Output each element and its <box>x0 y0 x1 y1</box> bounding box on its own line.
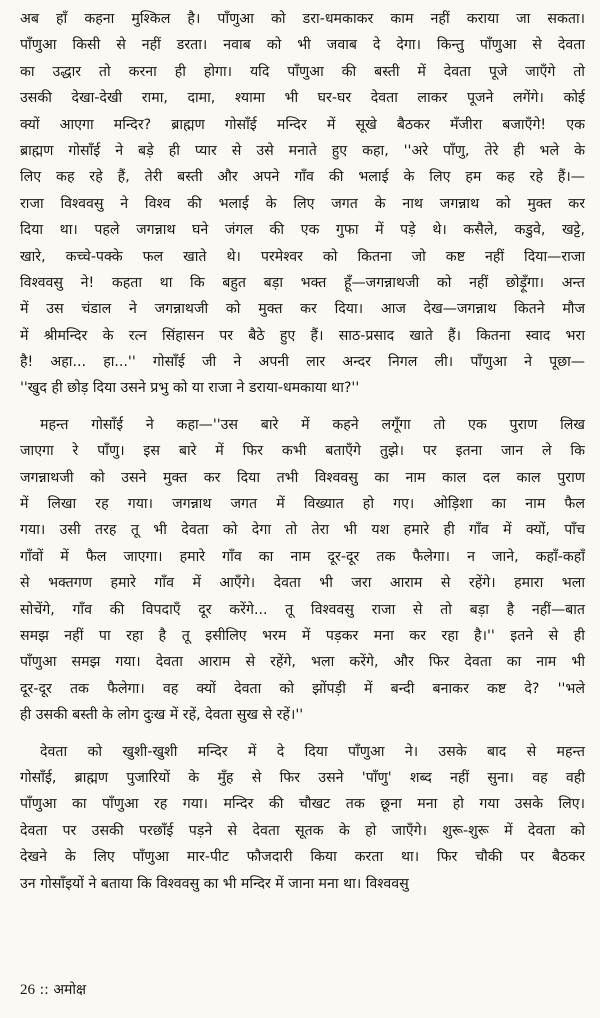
text-line: ब्राह्मण गोसाँई ने बड़े ही प्यार से उसे मनाते हुए कहा, ''अरे पाँणु, तेरे ही भले के <box>20 142 585 159</box>
text-line: देखने के लिए पाँणुआ मार-पीट फौजदारी किया करता था। फिर चौकी पर बैठकर <box>20 849 585 866</box>
text-line: गोसाँई, ब्राह्मण पुजारियों के मुँह से फिर उसने 'पाँणु' शब्द नहीं सुना। वह वही <box>20 769 585 786</box>
text-line: है! अहा... हा...'' गोसाँई जी ने अपनी लार अन्दर निगल ली। पाँणुआ ने पूछा— <box>20 354 585 371</box>
text-line: राजा विश्ववसु ने विश्व की भलाई के लिए जगत के नाथ जगन्नाथ को मुक्त कर <box>20 195 585 212</box>
paragraph-gap <box>20 402 585 412</box>
text-line: खारे, कच्चे-पक्के फल खाते थे। परमेश्वर को कितना जो कष्ट नहीं दिया—राजा <box>20 248 585 265</box>
text-line: लिए कह रहे हैं, तेरी बस्ती और अपने गाँव की भलाई के लिए हम कह रहे हैं।— <box>20 169 585 186</box>
text-line: अब हाँ कहना मुश्किल है। पाँणुआ को डरा-धमकाकर काम नहीं कराया जा सकता। <box>20 11 585 27</box>
text-line: देवता पर उसकी परछाँई पड़ने से देवता सूतक के हो जाएँगे। शुरू-शुरू में देवता को <box>20 822 585 839</box>
book-title: अमोक्ष <box>53 982 87 998</box>
body-text <box>20 6 585 897</box>
paragraph <box>20 412 585 729</box>
text-line: में उस चंडाल ने जगन्नाथजी को मुक्त कर दिया। आज देख—जगन्नाथ कितने मौज <box>20 301 585 318</box>
text-line: सोचेंगे, गाँव की विपदाएँ दूर करेंगे... तू विश्ववसु राजा से तो बड़ा है नहीं—बात <box>20 601 585 618</box>
text-line: दूर-दूर तक फैलेगा। वह क्यों देवता को झोंपड़ी में बन्दी बनाकर कष्ट दे? ''भले <box>20 680 585 697</box>
text-line: विश्ववसु ने! कहता था कि बहुत बड़ा भक्त हूँ—जगन्नाथजी को नहीं छोड़ूँगा। अन्त <box>20 274 585 291</box>
text-line: गया। उसी तरह तू भी देवता को देगा तो तेरा भी यश हमारे ही गाँव में क्यों, पाँच <box>20 522 585 539</box>
text-line: देवता को खुशी-खुशी मन्दिर में दे दिया पाँणुआ ने। उसके बाद से महन्त <box>40 743 585 760</box>
text-line: उन गोसाँइयों ने बताया कि विश्ववसु का भी मन्दिर में जाना मना था। विश्ववसु <box>20 875 409 892</box>
footer-separator: :: <box>39 982 49 998</box>
text-line: जाएगा रे पाँणु। इस बारे में फिर कभी बताएँगे तुझे। पर इतना जान ले कि <box>20 443 585 460</box>
text-line: ''खुद ही छोड़ दिया उसने प्रभु को या राजा ने डराया-धमकाया था?'' <box>20 380 360 397</box>
text-line: में श्रीमन्दिर के रत्न सिंहासन पर बैठे हुए हैं। साठ-प्रसाद खाते हैं। कितना स्वाद भरा <box>20 327 585 344</box>
page-footer <box>20 980 86 1000</box>
text-line: पाँणुआ समझ गया। देवता आराम से रहेंगे, भला करेंगे, और फिर देवता का नाम भी <box>20 654 585 671</box>
text-line: गाँवों में फैल जाएगा। हमारे गाँव का नाम दूर-दूर तक फैलेगा। न जाने, कहाँ-कहाँ <box>20 548 585 565</box>
text-line: जगन्नाथजी को उसने मुक्त कर दिया तभी विश्ववसु का नाम काल दल काल पुराण <box>20 469 585 486</box>
paragraph-gap <box>20 729 585 739</box>
text-line: से भक्तगण हमारे गाँव में आएँगे। देवता भी जरा आराम से रहेंगे। हमारा भला <box>20 575 585 592</box>
text-line: पाँणुआ किसी से नहीं डरता। नवाब को भी जवाब दे देगा। किन्तु पाँणुआ से देवता <box>20 37 585 54</box>
paragraph <box>20 6 585 402</box>
text-line: महन्त गोसाँई ने कहा—''उस बारे में कहने लगूँगा तो एक पुराण लिख <box>40 416 585 433</box>
text-line: ही उसकी बस्ती के लोग दुःख में रहें, देवता सुख से रहें।'' <box>20 707 304 724</box>
text-line: दिया था। पहले जगन्नाथ घने जंगल की एक गुफा में पड़े थे। कसैले, कडुवे, खट्टे, <box>20 222 585 239</box>
text-line: का उद्धार तो करना ही होगा। यदि पाँणुआ की बस्ती में देवता पूजे जाएँगे तो <box>20 63 585 80</box>
text-line: क्यों आएगा मन्दिर? ब्राह्मण गोसाँई मन्दिर में सूखे बैठकर मँजीरा बजाएँगे! एक <box>20 116 585 133</box>
text-line: में लिखा रह गया। जगन्नाथ जगत में विख्यात हो गए। ओड़िशा का नाम फैल <box>20 496 585 513</box>
paragraph <box>20 739 585 897</box>
page-number: 26 <box>20 982 35 998</box>
text-line: पाँणुआ का पाँणुआ रह गया। मन्दिर की चौखट तक छूना मना हो गया उसके लिए। <box>20 796 585 813</box>
text-line: उसकी देखा-देखी रामा, दामा, श्यामा भी घर-घर देवता लाकर पूजने लगेंगे। कोई <box>20 90 585 107</box>
text-line: समझ नहीं पा रहा है तू इसीलिए भरम में पड़कर मना कर रहा है।'' इतने से ही <box>20 627 585 644</box>
